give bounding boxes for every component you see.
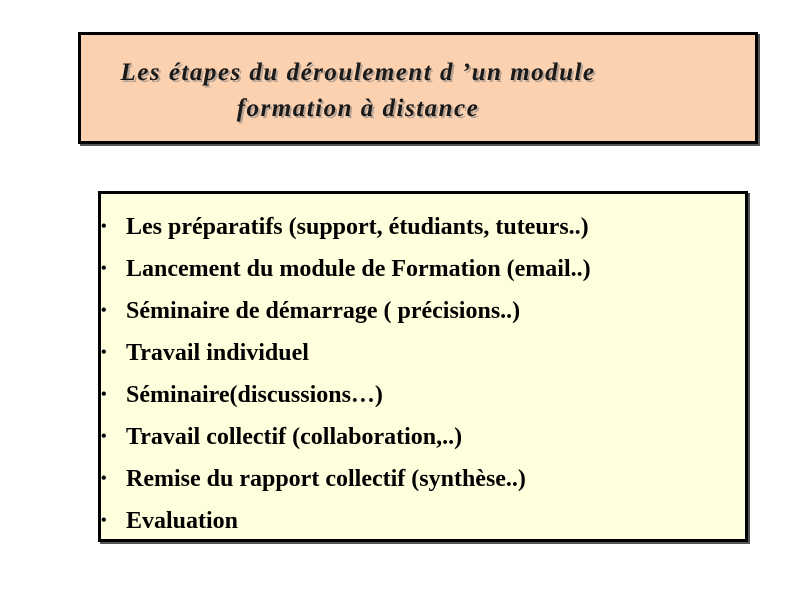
title-box [78, 32, 758, 144]
bullet-icon: • [101, 302, 107, 319]
bullet-icon: • [101, 218, 107, 235]
list-item [101, 416, 745, 458]
bullet-icon: • [101, 260, 107, 277]
list-item-text: Séminaire(discussions…) [126, 382, 383, 408]
list-item [101, 290, 745, 332]
bullet-list-box [98, 191, 748, 542]
slide-title-line-1: Les étapes du déroulement d ’un module [120, 59, 596, 86]
list-item [101, 458, 745, 500]
list-item-text: Travail individuel [126, 340, 309, 366]
bullet-icon: • [101, 428, 107, 445]
bullet-list [101, 206, 745, 542]
list-item [101, 248, 745, 290]
list-item-text: Séminaire de démarrage ( précisions..) [126, 298, 521, 324]
bullet-icon: • [101, 386, 107, 403]
list-item-text: Remise du rapport collectif (synthèse..) [126, 466, 526, 492]
list-item [101, 332, 745, 374]
list-item [101, 206, 745, 248]
slide-title [81, 55, 635, 127]
list-item-text: Evaluation [126, 508, 239, 534]
bullet-icon: • [101, 470, 107, 487]
list-item [101, 500, 745, 542]
list-item [101, 374, 745, 416]
slide-title-line-2: formation à distance [236, 95, 480, 122]
bullet-icon: • [101, 512, 107, 529]
list-item-text: Travail collectif (collaboration,..) [126, 424, 463, 450]
list-item-text: Les préparatifs (support, étudiants, tuteurs..) [126, 214, 589, 240]
bullet-icon: • [101, 344, 107, 361]
list-item-text: Lancement du module de Formation (email..) [126, 256, 591, 282]
